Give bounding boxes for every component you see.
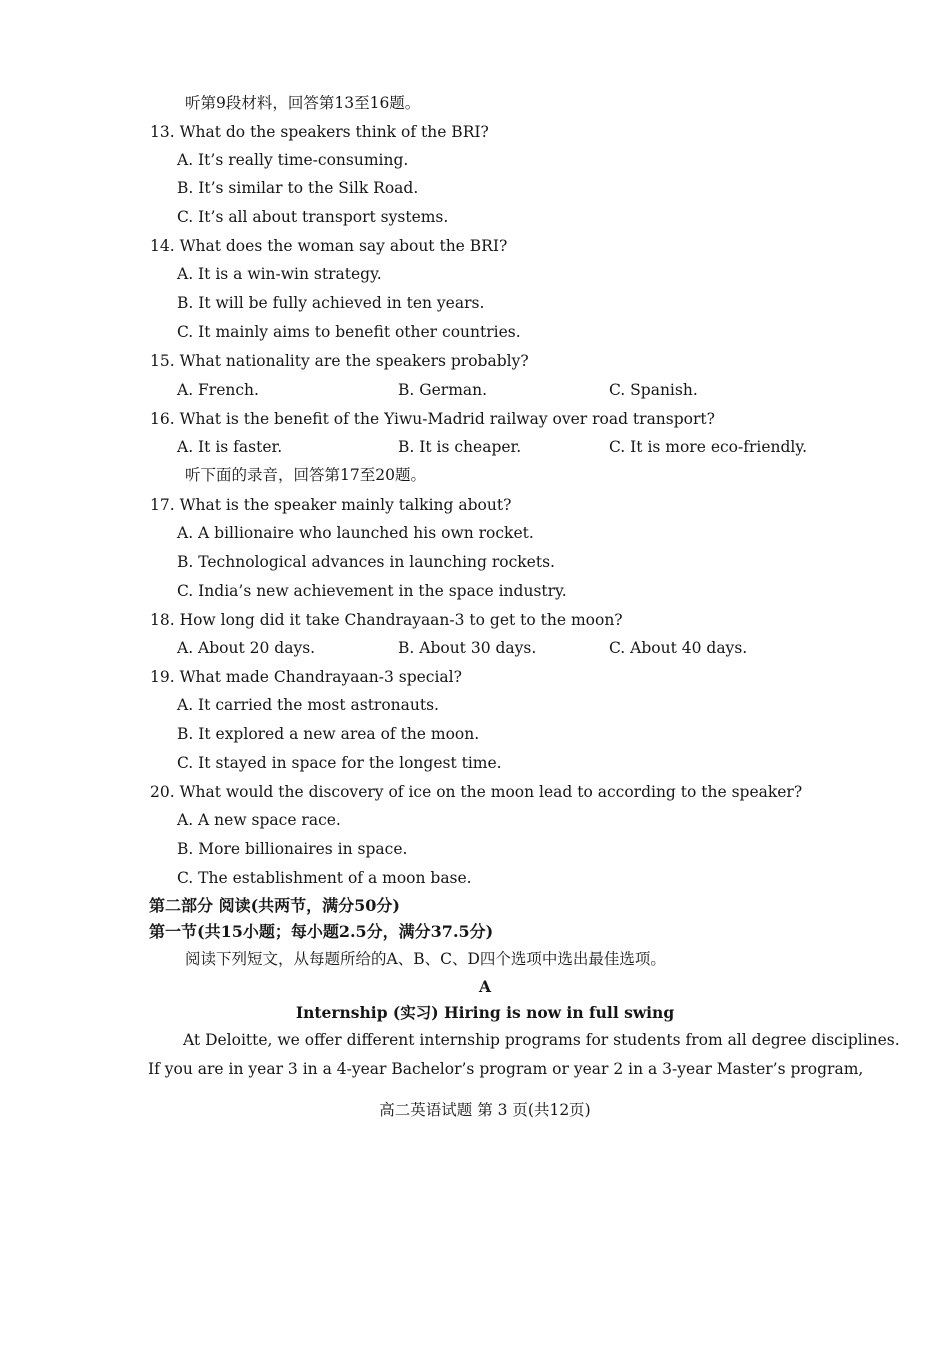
question-19: 19. What made Chandrayaan-3 special? [150,668,462,686]
option-14a: A. It is a win-win strategy. [177,265,382,283]
listening-intro-recording: 听下面的录音，回答第17至20题。 [185,466,426,484]
passage-line-1: At Deloitte, we offer different internship programs for students from all degree disciplines. [183,1031,900,1049]
question-17: 17. What is the speaker mainly talking about? [150,496,512,514]
option-19a: A. It carried the most astronauts. [177,696,439,714]
question-14: 14. What does the woman say about the BRI? [150,237,508,255]
option-16c: C. It is more eco-friendly. [609,438,808,456]
question-13: 13. What do the speakers think of the BRI? [150,123,489,141]
option-19c: C. It stayed in space for the longest time. [177,754,502,772]
question-15: 15. What nationality are the speakers probably? [150,352,529,370]
option-17c: C. India’s new achievement in the space industry. [177,582,567,600]
option-15c: C. Spanish. [609,381,698,399]
option-13c: C. It’s all about transport systems. [177,208,449,226]
option-14c: C. It mainly aims to benefit other countries. [177,323,521,341]
listening-intro-9: 听第9段材料，回答第13至16题。 [185,94,421,112]
passage-line-2: If you are in year 3 in a 4-year Bachelor’s program or year 2 in a 3-year Master’s program, [148,1060,864,1078]
option-15a: A. French. [177,381,259,399]
passage-letter: A [478,977,492,996]
question-18: 18. How long did it take Chandrayaan-3 to get to the moon? [150,611,623,629]
option-14b: B. It will be fully achieved in ten years. [177,294,485,312]
option-19b: B. It explored a new area of the moon. [177,725,480,743]
option-18b: B. About 30 days. [398,639,537,657]
question-16: 16. What is the benefit of the Yiwu-Madrid railway over road transport? [150,410,715,428]
option-20a: A. A new space race. [177,811,341,829]
reading-instruction: 阅读下列短文，从每题所给的A、B、C、D四个选项中选出最佳选项。 [185,950,666,968]
option-17b: B. Technological advances in launching rockets. [177,553,555,571]
option-18a: A. About 20 days. [177,639,316,657]
option-18c: C. About 40 days. [609,639,748,657]
option-16a: A. It is faster. [177,438,283,456]
option-16b: B. It is cheaper. [398,438,522,456]
option-20b: B. More billionaires in space. [177,840,408,858]
section1-heading: 第一节(共15小题；每小题2.5分，满分37.5分) [149,922,494,941]
option-20c: C. The establishment of a moon base. [177,869,472,887]
passage-title: Internship (实习) Hiring is now in full swing [295,1003,675,1022]
option-17a: A. A billionaire who launched his own rocket. [177,524,534,542]
part2-heading: 第二部分 阅读(共两节，满分50分) [149,896,400,915]
option-15b: B. German. [398,381,488,399]
page-footer: 高二英语试题 第 3 页(共12页) [379,1101,591,1119]
option-13a: A. It’s really time-consuming. [177,151,409,169]
option-13b: B. It’s similar to the Silk Road. [177,179,419,197]
question-20: 20. What would the discovery of ice on the moon lead to according to the speaker? [150,783,803,801]
